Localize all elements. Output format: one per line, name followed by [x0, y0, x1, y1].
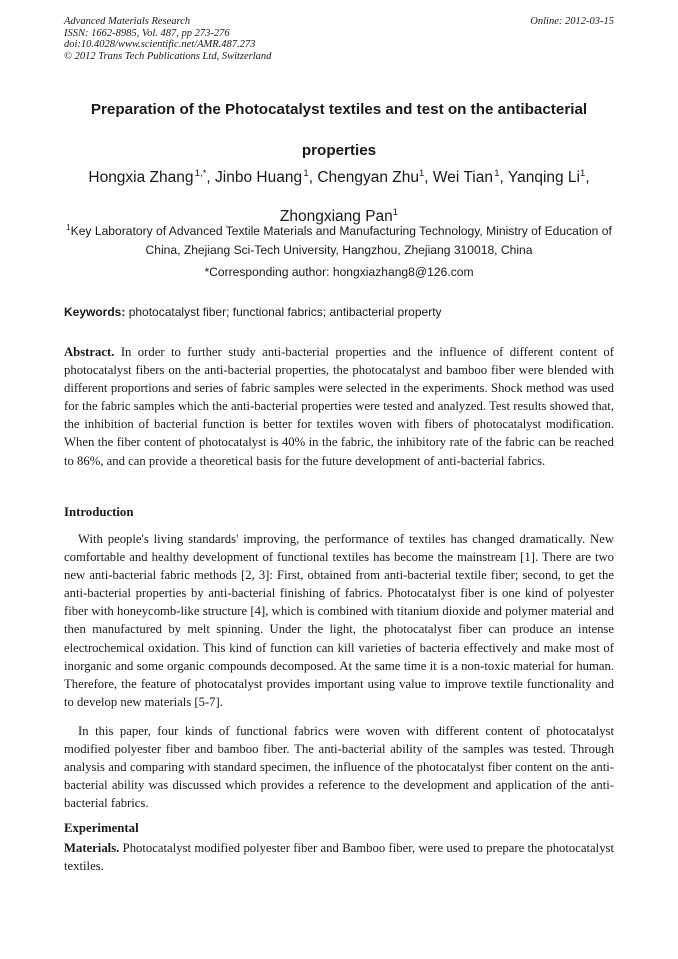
keywords-text: photocatalyst fiber; functional fabrics; antibacterial property [128, 305, 442, 319]
author-name: Jinbo Huang [215, 169, 303, 186]
affiliation [64, 222, 614, 260]
author [215, 169, 317, 186]
author-separator: , [206, 169, 216, 186]
author-name: Yanqing Li [507, 169, 580, 186]
introduction-paragraph-2: In this paper, four kinds of functional fabrics were woven with different content of photocatalyst modified polyester fiber and bamboo fiber. The anti-bacterial ability of the samples was tested. Through analysis and comparing with standard specimen, the influence of the photocatalyst fiber content on the anti-bacterial ability was discussed which provides a reference to the development and application of the anti-bacterial fabrics. [64, 724, 614, 811]
author-affiliation-mark: 1,* [194, 168, 207, 179]
author [433, 169, 508, 186]
author-separator: , [308, 169, 318, 186]
abstract-label: Abstract. [64, 345, 115, 359]
materials-text: Photocatalyst modified polyester fiber and Bamboo fiber, were used to prepare the photocatalyst textiles. [64, 841, 615, 874]
author-separator: , [499, 169, 508, 186]
corresponding-author: *Corresponding author: hongxiazhang8@126.com [204, 265, 474, 279]
online-date: Online: 2012-03-15 [530, 16, 614, 27]
author-affiliation-mark: 1 [419, 168, 425, 179]
author-affiliation-mark: 1 [303, 168, 309, 179]
keywords-label: Keywords: [64, 305, 126, 319]
author [88, 169, 215, 186]
author-name: Zhongxiang Pan [279, 208, 393, 225]
author-name: Hongxia Zhang [88, 169, 194, 186]
author-separator: , [424, 169, 433, 186]
keywords [64, 304, 614, 320]
affiliation-text: Key Laboratory of Advanced Textile Materials and Manufacturing Technology, Ministry of Education of China, Zhejiang Sci-Tech University, Hangzhou, Zhejiang 310018, China [70, 224, 612, 257]
introduction-paragraph-1: With people's living standards' improving, the performance of textiles has changed dramatically. New comfortable and healthy development of functional textiles has become the mainstream [1]. There are two new anti-bacterial fabric methods [2, 3]: First, obtained from anti-bacterial textile fiber; second, to get the anti-bacterial properties by anti-bacterial finishing of fabrics. Photocatalyst fiber is one kind of polyester fiber with honeycomb-like structure [4], which is combined with titanium dioxide and polymer material and then manufactured by melt spinning. Under the light, the photocatalyst fiber can produce an intense electrochemical oxidation. This kind of function can kill varieties of bacteria effectively and make most of inorganic and some organic compounds decomposed. At the same time it is a non-toxic material for human. Therefore, the feature of photocatalyst provides important using value to improve textile functionality and to develop new materials [5-7]. [64, 532, 614, 709]
author-affiliation-mark: 1 [494, 168, 500, 179]
author-separator: , [585, 169, 590, 186]
abstract-text: In order to further study anti-bacterial properties and the influence of different content of photocatalyst fibers on the anti-bacterial properties, the photocatalyst and bamboo fiber were blended with different proportions and series of fabric samples were selected in the experiments. Shock method was used for the fabric samples which the anti-bacterial properties were tested and analyzed. Test results showed that, the inhibition of bacterial function is better for textiles woven with fibers of photocatalyst modification. When the fiber content of photocatalyst is 40% in the fabric, the inhibitory rate of the fabric can be reached to 86%, and can provide a theoretical basis for the future development of anti-bacterial fabrics. [64, 345, 614, 468]
author [508, 169, 590, 186]
introduction-heading: Introduction [64, 505, 134, 519]
affiliation-mark: 1 [66, 223, 71, 232]
author [317, 169, 433, 186]
journal-doi: doi:10.4028/www.scientific.net/AMR.487.273 [64, 39, 256, 50]
paper-title: Preparation of the Photocatalyst textiles and test on the antibacterial properties [90, 101, 588, 159]
experimental-heading: Experimental [64, 821, 139, 835]
author-affiliation-mark: 1 [392, 207, 399, 218]
materials-label: Materials. [64, 841, 120, 855]
materials-paragraph [64, 839, 614, 875]
journal-issn: ISSN: 1662-8985, Vol. 487, pp 273-276 [64, 27, 230, 39]
journal-header [64, 16, 271, 62]
author-affiliation-mark: 1 [580, 168, 586, 179]
author-name: Wei Tian [432, 169, 493, 186]
abstract [64, 343, 614, 470]
journal-copyright: © 2012 Trans Tech Publications Ltd, Switzerland [64, 50, 272, 62]
journal-name: Advanced Materials Research [64, 16, 191, 27]
author-name: Chengyan Zhu [317, 169, 419, 186]
